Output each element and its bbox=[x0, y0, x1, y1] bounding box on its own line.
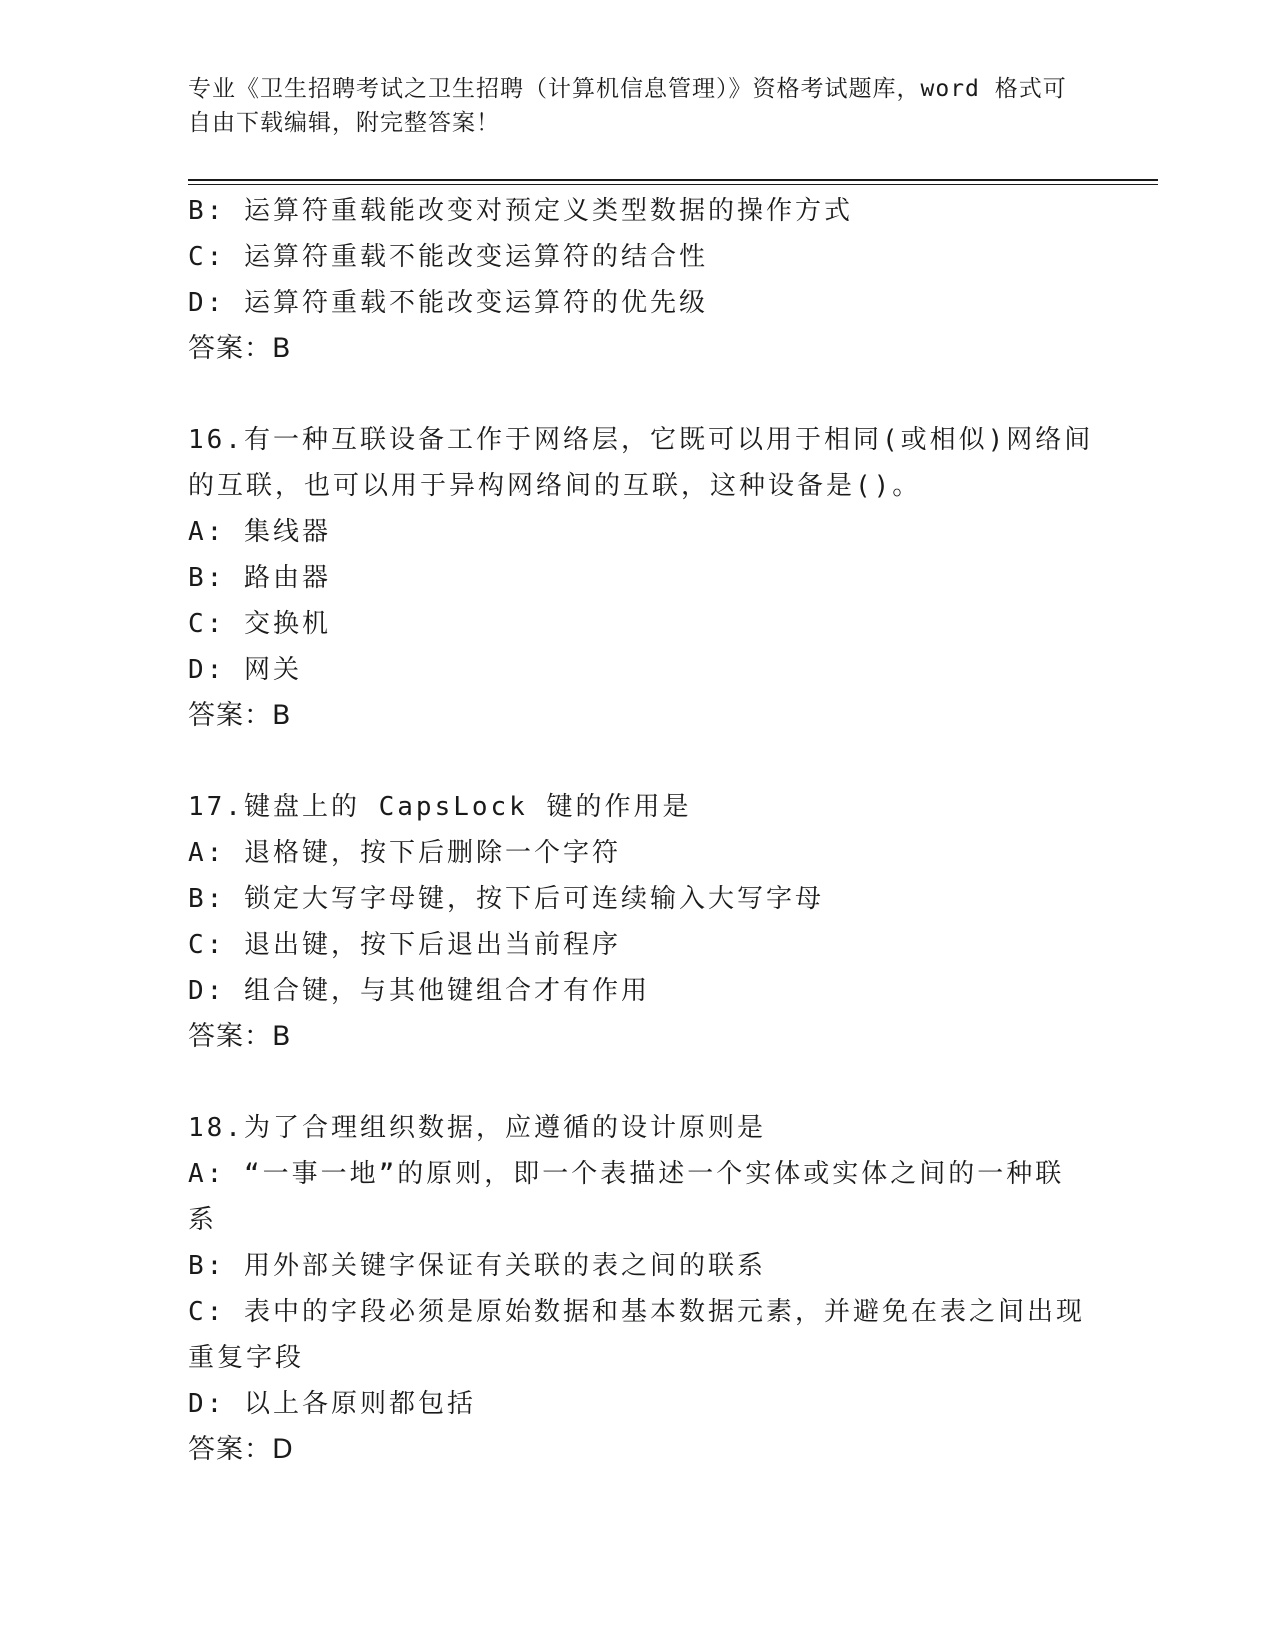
option-d: D: 运算符重载不能改变运算符的优先级 bbox=[188, 288, 708, 318]
question-15-continuation bbox=[188, 188, 1088, 372]
option-a: A: 退格键，按下后删除一个字符 bbox=[188, 838, 621, 868]
question-stem: 16.有一种互联设备工作于网络层，它既可以用于相同(或相似)网络间 bbox=[188, 425, 1094, 455]
question-stem: 17.键盘上的 CapsLock 键的作用是 bbox=[188, 792, 692, 822]
question-16 bbox=[188, 417, 1094, 739]
option-b: B: 用外部关键字保证有关联的表之间的联系 bbox=[188, 1251, 766, 1281]
option-b: B: 锁定大写字母键，按下后可连续输入大写字母 bbox=[188, 884, 824, 914]
answer-line: 答案：B bbox=[188, 333, 292, 364]
option-d: D: 以上各原则都包括 bbox=[188, 1389, 476, 1419]
question-18 bbox=[188, 1105, 1088, 1473]
option-c: C: 退出键，按下后退出当前程序 bbox=[188, 930, 621, 960]
option-c: C: 运算符重载不能改变运算符的结合性 bbox=[188, 242, 708, 272]
question-17 bbox=[188, 784, 1088, 1060]
option-a: A: 集线器 bbox=[188, 517, 331, 547]
option-c: C: 交换机 bbox=[188, 609, 331, 639]
option-d: D: 组合键，与其他键组合才有作用 bbox=[188, 976, 650, 1006]
document-header: 专业《卫生招聘考试之卫生招聘（计算机信息管理）》资格考试题库，word 格式可自由下载编辑，附完整答案！ bbox=[188, 76, 1067, 136]
option-a-continuation: 系 bbox=[188, 1205, 218, 1235]
option-d: D: 网关 bbox=[188, 655, 302, 685]
header-divider bbox=[188, 179, 1158, 185]
answer-line: 答案：B bbox=[188, 700, 292, 731]
option-a: A: “一事一地”的原则，即一个表描述一个实体或实体之间的一种联 bbox=[188, 1159, 1065, 1189]
option-c-continuation: 重复字段 bbox=[188, 1343, 305, 1373]
document-body bbox=[188, 188, 1094, 1473]
option-b: B: 路由器 bbox=[188, 563, 331, 593]
question-stem: 的互联，也可以用于异构网络间的互联，这种设备是()。 bbox=[188, 471, 922, 501]
option-b: B: 运算符重载能改变对预定义类型数据的操作方式 bbox=[188, 196, 853, 226]
question-stem: 18.为了合理组织数据，应遵循的设计原则是 bbox=[188, 1113, 766, 1143]
option-c: C: 表中的字段必须是原始数据和基本数据元素，并避免在表之间出现 bbox=[188, 1297, 1085, 1327]
answer-line: 答案：B bbox=[188, 1021, 292, 1052]
answer-line: 答案：D bbox=[188, 1434, 294, 1465]
